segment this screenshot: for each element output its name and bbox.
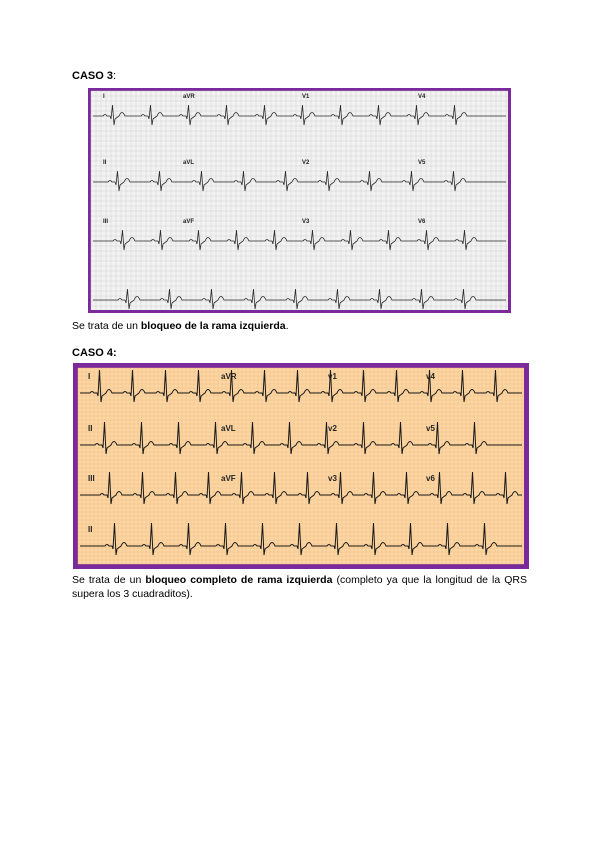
caso4-ecg-svg [73, 363, 529, 569]
lead-label: II [88, 525, 93, 534]
caso4-description: Se trata de un bloqueo completo de rama izquierda (completo ya que la longitud de la QRS supera los 3 cuadraditos). [72, 574, 527, 600]
lead-label: II [103, 160, 107, 166]
lead-label: v2 [328, 424, 337, 433]
lead-label: v6 [426, 474, 435, 483]
lead-label: V6 [418, 219, 426, 225]
lead-label: v1 [328, 372, 337, 381]
lead-label: v3 [328, 474, 337, 483]
caso4-ecg-image [73, 363, 529, 569]
lead-label: v5 [426, 424, 435, 433]
caso3-ecg-image [88, 88, 511, 313]
lead-label: III [103, 219, 109, 225]
lead-label: V2 [302, 160, 310, 166]
lead-label: I [103, 94, 105, 100]
lead-label: aVR [183, 94, 195, 100]
lead-label: III [88, 474, 95, 483]
lead-label: aVR [221, 372, 237, 381]
ecg-paper [78, 368, 524, 564]
caso3-heading: CASO 3: [72, 70, 117, 82]
caso3-ecg-svg [88, 88, 511, 313]
lead-label: V1 [302, 94, 310, 100]
lead-label: aVL [183, 160, 195, 166]
lead-label: aVF [183, 219, 195, 225]
lead-label: V4 [418, 94, 426, 100]
caso4-heading: CASO 4: [72, 347, 117, 359]
lead-label: V5 [418, 160, 426, 166]
ecg-paper [91, 91, 508, 310]
lead-label: V3 [302, 219, 310, 225]
lead-label: aVL [221, 424, 236, 433]
lead-label: v4 [426, 372, 435, 381]
caso3-description: Se trata de un bloqueo de la rama izquierda. [72, 320, 289, 332]
lead-label: I [88, 372, 91, 381]
lead-label: aVF [221, 474, 236, 483]
lead-label: II [88, 424, 93, 433]
